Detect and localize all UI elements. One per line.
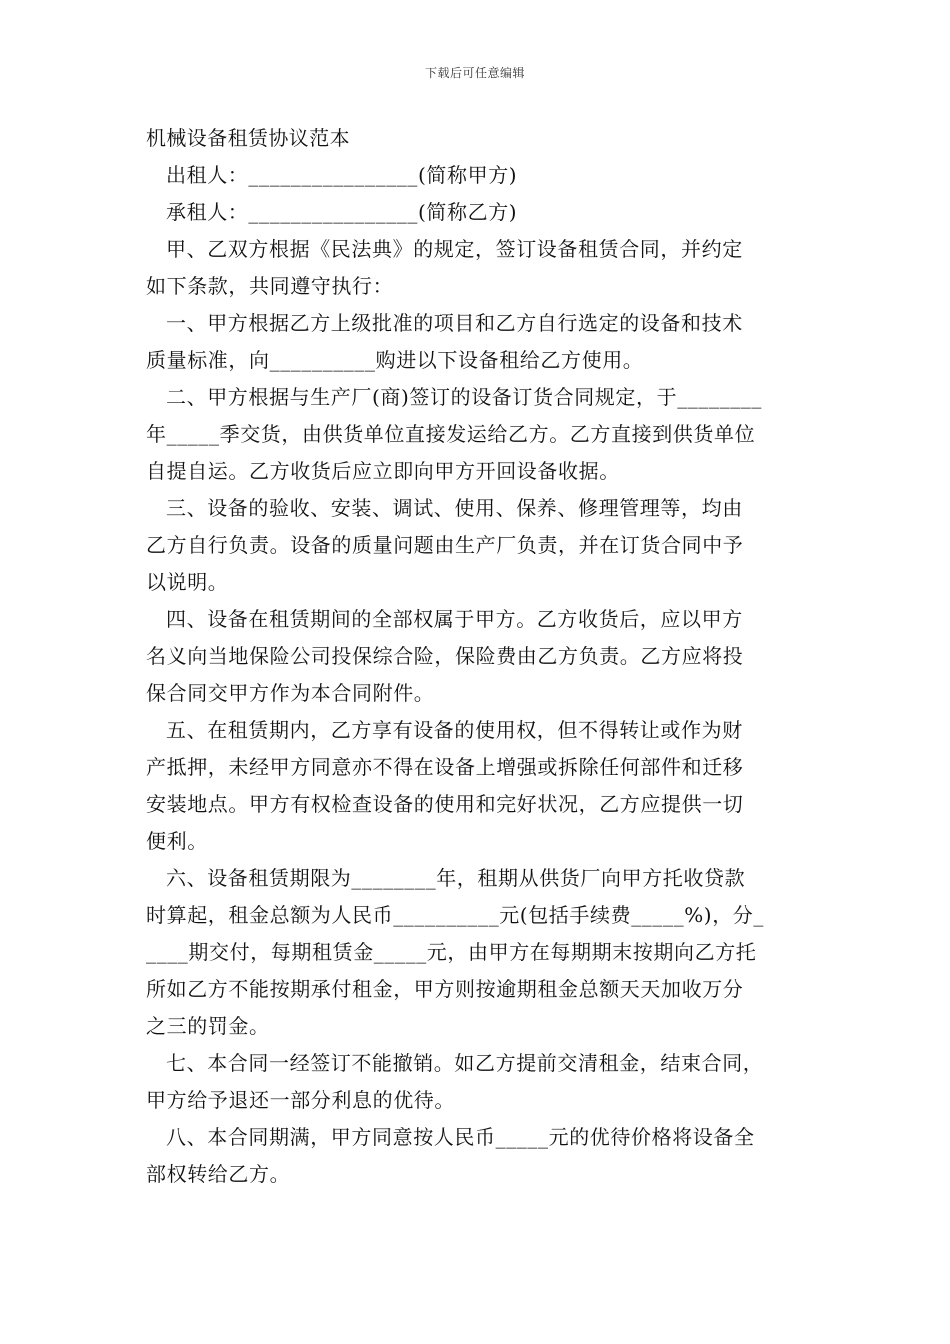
clause-4-line-1: 四、设备在租赁期间的全部权属于甲方。乙方收货后，应以甲方 (166, 607, 743, 631)
document-body (146, 120, 810, 1193)
clause-2-line-1: 二、甲方根据与生产厂(商)签订的设备订货合同规定，于________ (166, 385, 763, 409)
lessee-line: 承租人：________________(简称乙方) (166, 200, 518, 224)
clause-1-line-1: 一、甲方根据乙方上级批准的项目和乙方自行选定的设备和技术 (166, 311, 743, 335)
clause-5-line-3: 安装地点。甲方有权检查设备的使用和完好状况，乙方应提供一切 (146, 792, 744, 816)
preamble-line-2: 如下条款，共同遵守执行： (146, 274, 394, 298)
clause-6-line-3: ____期交付，每期租赁金_____元，由甲方在每期期末按期向乙方托 (146, 940, 757, 964)
page-header: 下载后可任意编辑 (424, 66, 525, 80)
clause-4-line-3: 保合同交甲方作为本合同附件。 (146, 681, 435, 705)
clause-3-line-3: 以说明。 (146, 570, 229, 594)
clause-6-line-4: 所如乙方不能按期承付租金，甲方则按逾期租金总额天天加收万分 (146, 977, 744, 1001)
clause-4-line-2: 名义向当地保险公司投保综合险，保险费由乙方负责。乙方应将投 (146, 644, 744, 668)
clause-8-line-2: 部权转给乙方。 (146, 1162, 291, 1186)
clause-6-line-5: 之三的罚金。 (146, 1014, 270, 1038)
clause-6-line-1: 六、设备租赁期限为________年，租期从供货厂向甲方托收贷款 (166, 866, 746, 890)
clause-6-line-2: 时算起，租金总额为人民币__________元(包括手续费_____%)，分_ (146, 903, 765, 927)
clause-5-line-1: 五、在租赁期内，乙方享有设备的使用权，但不得转让或作为财 (166, 718, 743, 742)
clause-1-line-2: 质量标准，向__________购进以下设备租给乙方使用。 (146, 348, 644, 372)
document-title: 机械设备租赁协议范本 (146, 126, 350, 150)
lessor-line: 出租人：________________(简称甲方) (166, 163, 518, 187)
clause-3-line-2: 乙方自行负责。设备的质量问题由生产厂负责，并在订货合同中予 (146, 533, 744, 557)
clause-7-line-2: 甲方给予退还一部分利息的优待。 (146, 1088, 455, 1112)
clause-5-line-2: 产抵押，未经甲方同意亦不得在设备上增强或拆除任何部件和迁移 (146, 755, 744, 779)
clause-2-line-2: 年_____季交货，由供货单位直接发运给乙方。乙方直接到供货单位 (146, 422, 756, 446)
clause-5-line-4: 便利。 (146, 829, 208, 853)
clause-7-line-1: 七、本合同一经签订不能撤销。如乙方提前交清租金，结束合同， (166, 1051, 764, 1075)
preamble-line-1: 甲、乙双方根据《民法典》的规定，签订设备租赁合同，并约定 (166, 237, 743, 261)
clause-3-line-1: 三、设备的验收、安装、调试、使用、保养、修理管理等，均由 (166, 496, 743, 520)
clause-8-line-1: 八、本合同期满，甲方同意按人民币_____元的优待价格将设备全 (166, 1125, 755, 1149)
clause-2-line-3: 自提自运。乙方收货后应立即向甲方开回设备收据。 (146, 459, 620, 483)
